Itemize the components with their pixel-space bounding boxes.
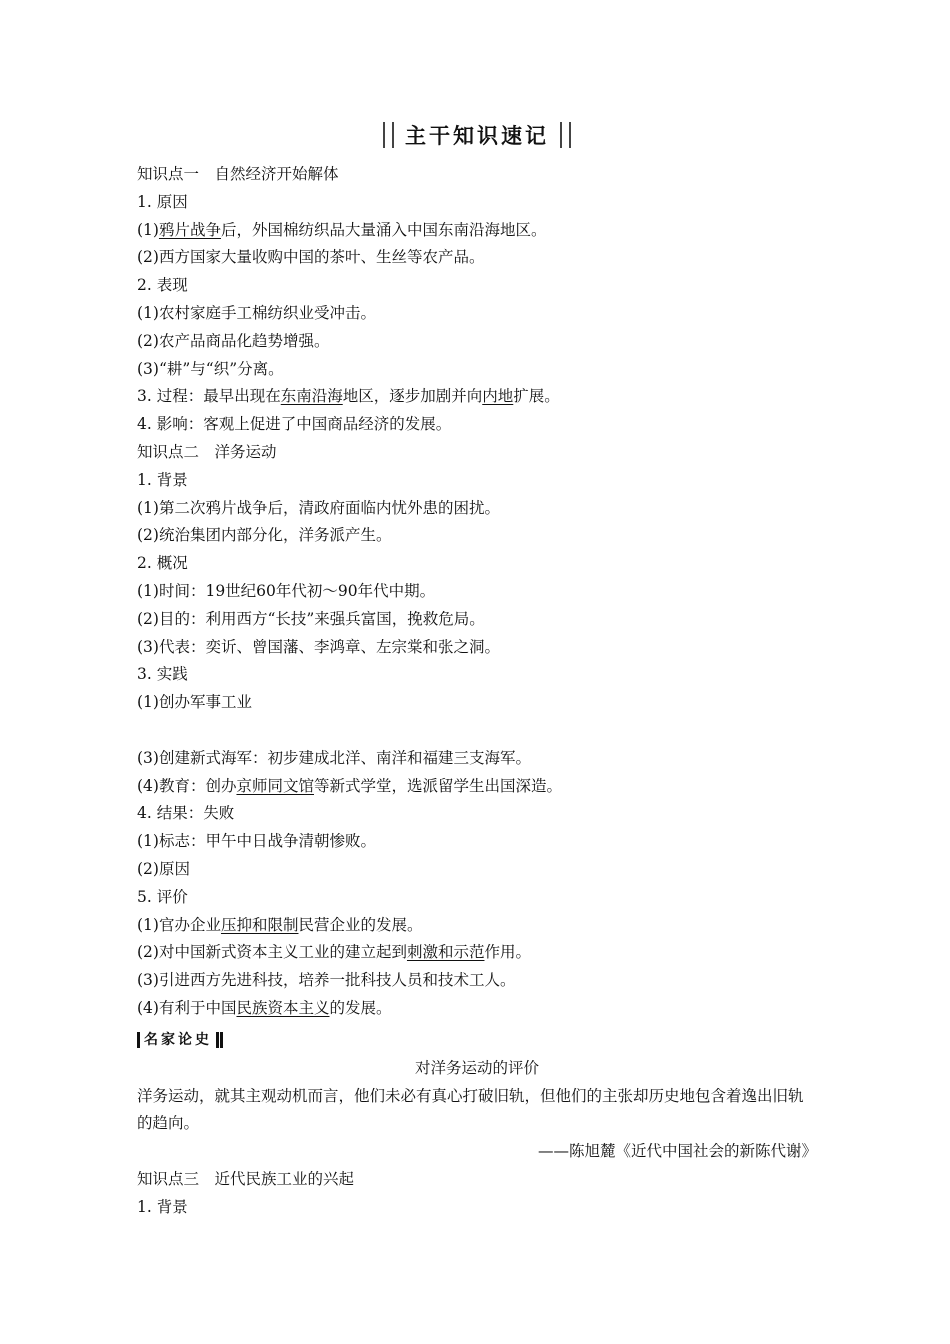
underlined-term: 压抑和限制 <box>220 915 299 934</box>
text-line: 2. 表现 <box>137 276 188 295</box>
banner-right-bars <box>560 122 571 148</box>
banner-title: 主干知识速记 <box>405 124 549 148</box>
sidebar-tag <box>137 1025 817 1055</box>
text-line: (4)有利于中国民族资本主义的发展。 <box>137 998 392 1017</box>
text-line: (2)西方国家大量收购中国的茶叶、生丝等农产品。 <box>137 248 485 267</box>
text-line: 1. 背景 <box>137 470 188 489</box>
text-line: (1)标志：甲午中日战争清朝惨败。 <box>137 832 376 851</box>
text-line: (2)对中国新式资本主义工业的建立起到刺激和示范作用。 <box>137 943 531 962</box>
text-line: 1. 原因 <box>137 192 188 211</box>
underlined-term: 内地 <box>482 387 514 406</box>
text-line: (3)“耕”与“织”分离。 <box>137 359 284 378</box>
text-line: (1)第二次鸦片战争后，清政府面临内忧外患的困扰。 <box>137 498 500 517</box>
quote-body: 洋务运动，就其主观动机而言，他们未必有真心打破旧轨，但他们的主张却历史地包含着逸出旧轨的趋向。 <box>137 1086 804 1133</box>
tag-bar <box>220 1032 223 1048</box>
tag-label: 名家论史 <box>144 1032 212 1049</box>
text-line: (3)引进西方先进科技，培养一批科技人员和技术工人。 <box>137 971 516 990</box>
text-line: 5. 评价 <box>137 887 188 906</box>
text-line: (1)创办军事工业 <box>137 693 252 712</box>
underlined-term: 鸦片战争 <box>158 220 221 239</box>
text-line: (3)代表：奕䜣、曾国藩、李鸿章、左宗棠和张之洞。 <box>137 637 500 656</box>
underlined-term: 京师同文馆 <box>236 776 314 795</box>
quote-title: 对洋务运动的评价 <box>414 1058 539 1077</box>
banner-left-bars <box>383 122 394 148</box>
underlined-term: 民族资本主义 <box>236 998 330 1017</box>
text-line: (2)原因 <box>137 859 190 878</box>
text-line: (2)目的：利用西方“长技”来强兵富国，挽救危局。 <box>137 609 485 628</box>
text-line: 2. 概况 <box>137 554 188 573</box>
text-line: (1)官办企业压抑和限制民营企业的发展。 <box>137 915 423 934</box>
text-line: 4. 结果：失败 <box>137 804 235 823</box>
quote-source: ——陈旭麓《近代中国社会的新陈代谢》 <box>537 1142 817 1161</box>
text-line: (1)鸦片战争后，外国棉纺织品大量涌入中国东南沿海地区。 <box>137 220 547 239</box>
text-line: (1)农村家庭手工棉纺织业受冲击。 <box>137 303 376 322</box>
underlined-term: 东南沿海 <box>280 387 343 406</box>
text-line: 3. 实践 <box>137 665 188 684</box>
text-line: (4)教育：创办京师同文馆等新式学堂，选派留学生出国深造。 <box>137 776 562 795</box>
underlined-term: 刺激和示范 <box>406 943 485 962</box>
tag-bar <box>216 1032 219 1048</box>
document-page <box>137 120 817 1221</box>
text-line: 1. 背景 <box>137 1197 188 1216</box>
section-banner <box>137 120 817 158</box>
text-line: (3)创建新式海军：初步建成北洋、南洋和福建三支海军。 <box>137 748 531 767</box>
text-line: (2)农产品商品化趋势增强。 <box>137 331 330 350</box>
blank-line <box>137 717 817 745</box>
text-line: 4. 影响：客观上促进了中国商品经济的发展。 <box>137 415 452 434</box>
section-heading-3: 知识点三 近代民族工业的兴起 <box>137 1169 355 1188</box>
text-line: 3. 过程：最早出现在东南沿海地区，逐步加剧并向内地扩展。 <box>137 387 560 406</box>
text-line: (1)时间：19世纪60年代初～90年代中期。 <box>137 581 436 600</box>
text-line: (2)统治集团内部分化，洋务派产生。 <box>137 526 392 545</box>
section-heading-1: 知识点一 自然经济开始解体 <box>137 165 339 183</box>
section-heading-2: 知识点二 洋务运动 <box>137 442 277 461</box>
